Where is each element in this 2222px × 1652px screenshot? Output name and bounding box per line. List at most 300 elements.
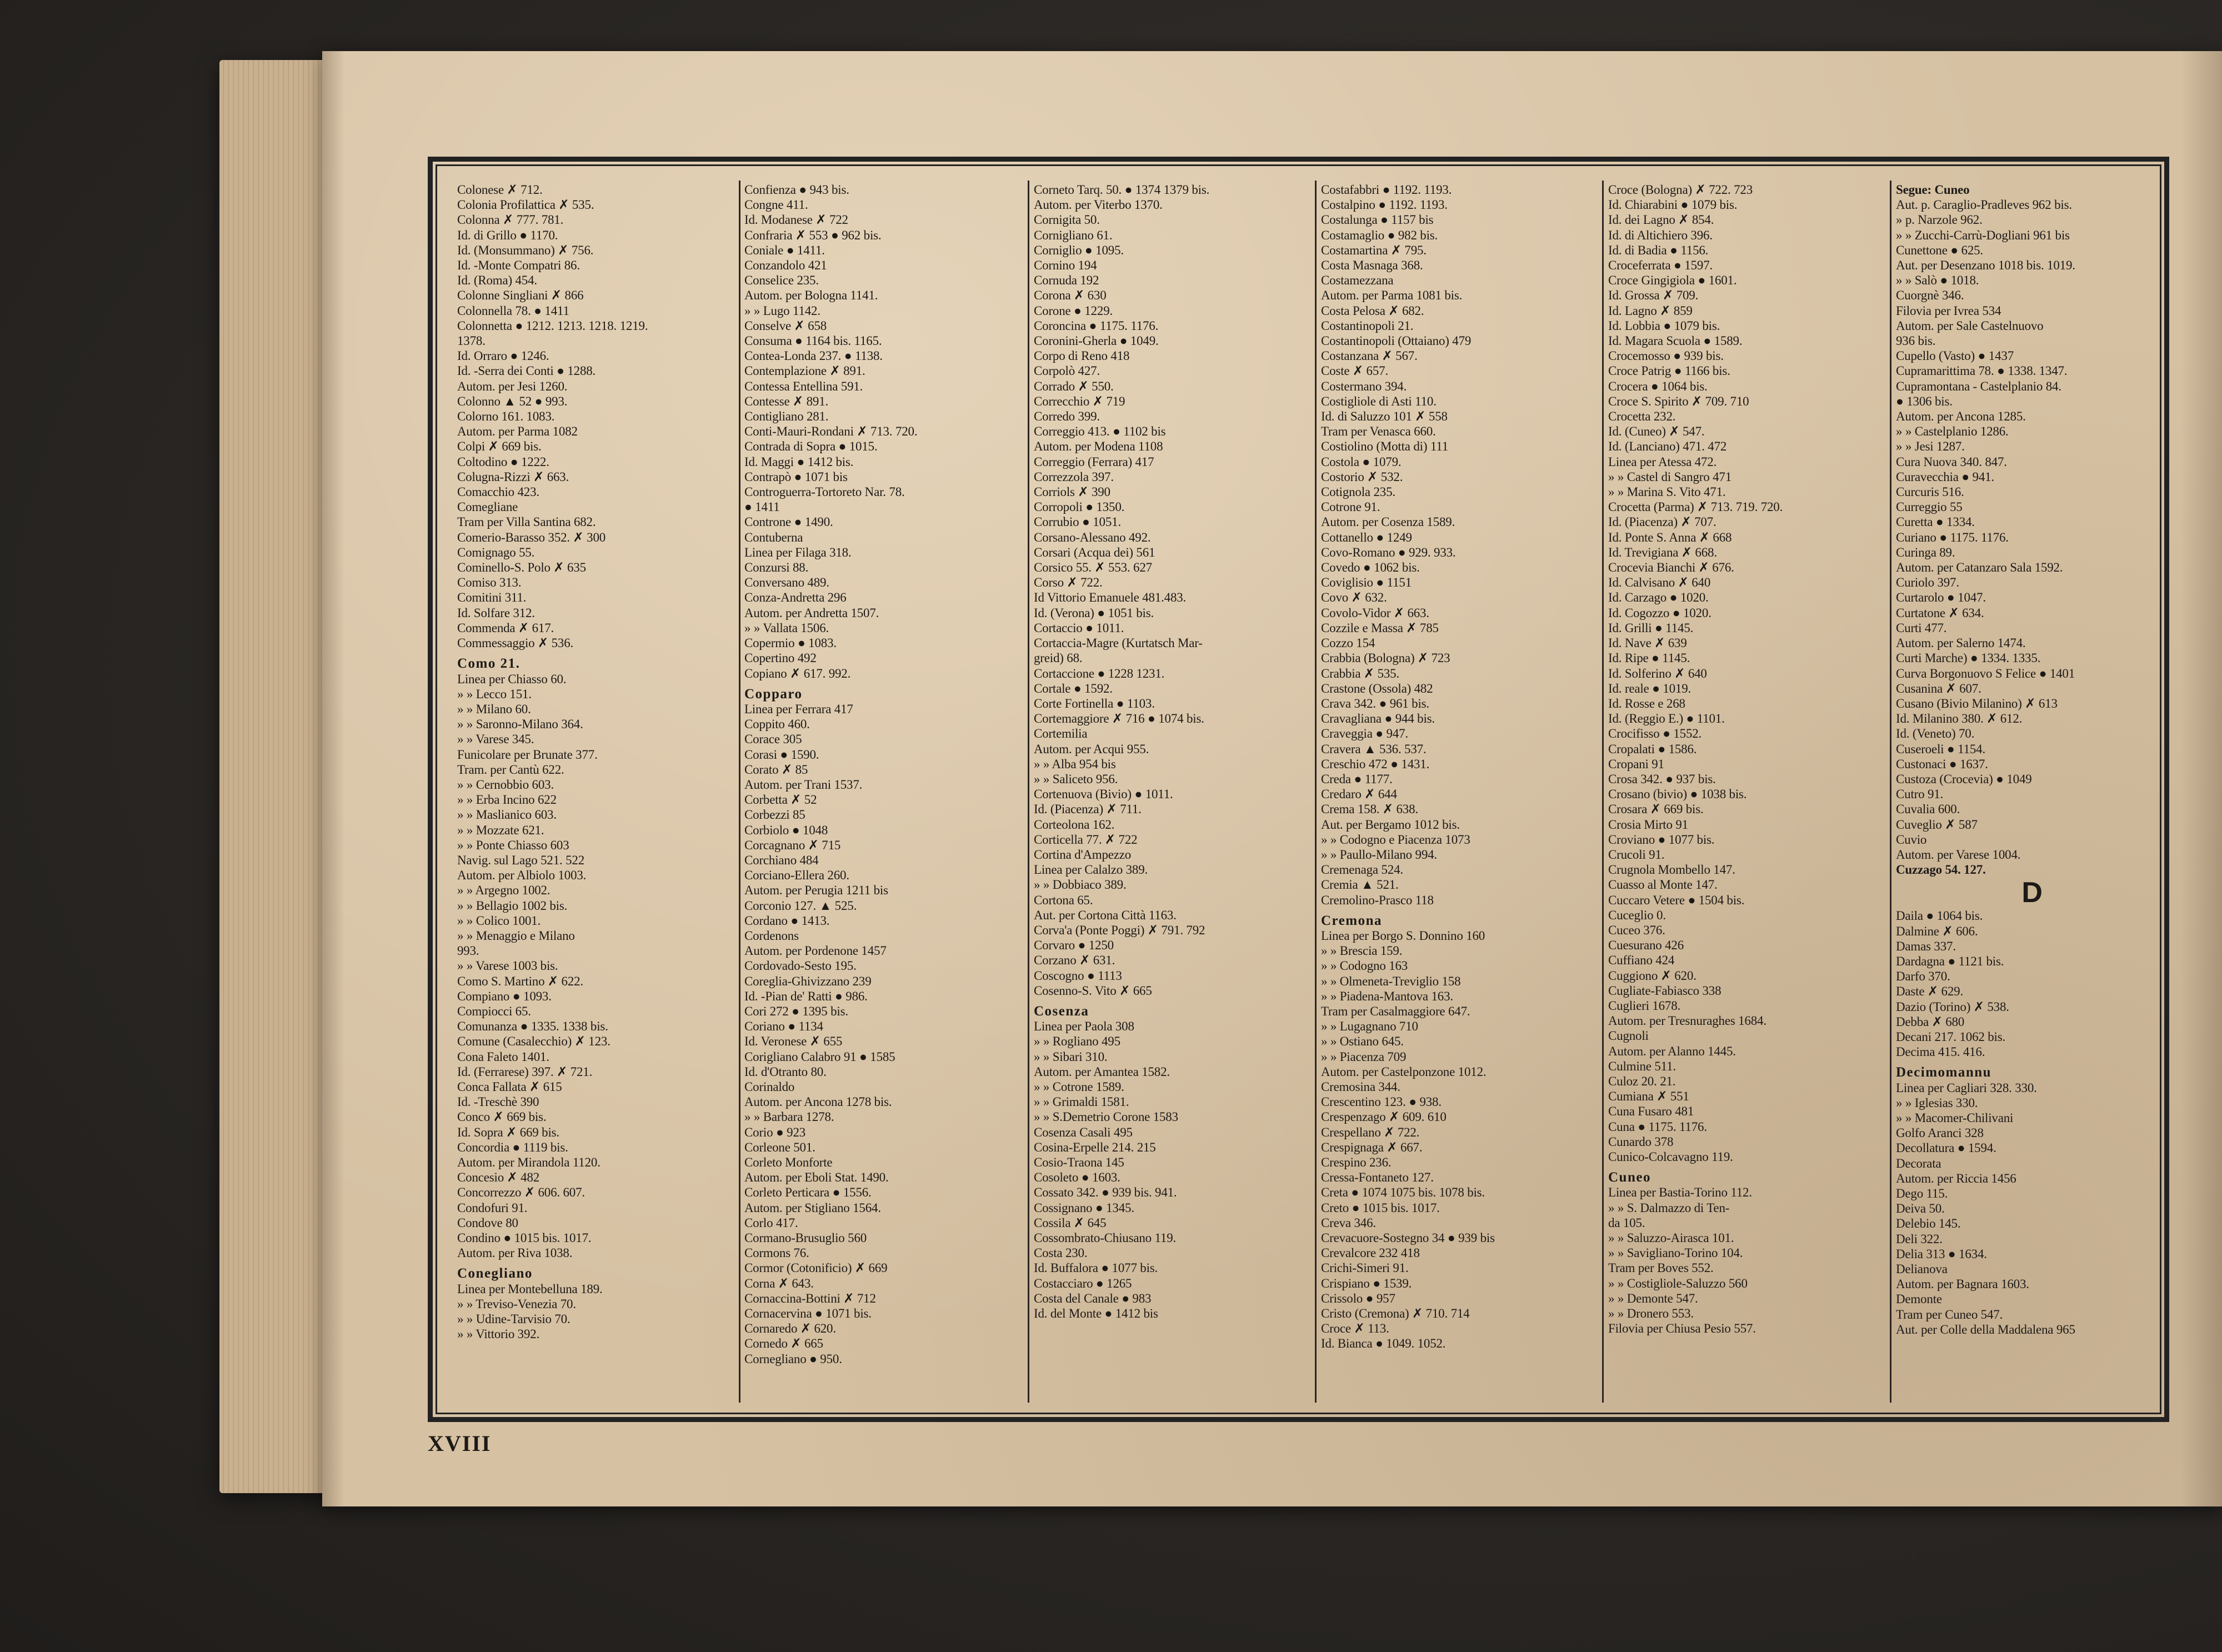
index-entry: » p. Narzole 962. xyxy=(1896,213,1983,227)
index-entry: Comiso 313. xyxy=(457,575,522,590)
index-entry: Crucoli 91. xyxy=(1608,847,1665,862)
index-entry: Cortemaggiore ✗ 716 ● 1074 bis. xyxy=(1034,712,1204,726)
index-entry: Creschio 472 ● 1431. xyxy=(1321,757,1430,771)
index-entry: Cornaccina-Bottini ✗ 712 xyxy=(744,1291,876,1305)
index-entry: Aut. per Bergamo 1012 bis. xyxy=(1321,817,1460,832)
index-entry: Cosoleto ● 1603. xyxy=(1034,1170,1120,1185)
index-entry: Colonnetta ● 1212. 1213. 1218. 1219. xyxy=(457,318,648,333)
index-entry: Cumiana ✗ 551 xyxy=(1608,1089,1689,1104)
index-entry: Autom. per Mirandola 1120. xyxy=(457,1155,600,1169)
index-entry: Conselice 235. xyxy=(744,273,819,288)
index-entry: Correcchio ✗ 719 xyxy=(1034,394,1125,408)
index-entry: Comunanza ● 1335. 1338 bis. xyxy=(457,1019,608,1034)
index-entry: » » Brescia 159. xyxy=(1321,944,1403,958)
index-entry: Cortona 65. xyxy=(1034,893,1093,907)
index-entry: Id. (Roma) 454. xyxy=(457,273,537,288)
index-entry: Creta ● 1074 1075 bis. 1078 bis. xyxy=(1321,1185,1485,1200)
index-entry: Cornino 194 xyxy=(1034,258,1097,273)
index-entry: Cominello-S. Polo ✗ 635 xyxy=(457,560,586,575)
index-entry: Cropalati ● 1586. xyxy=(1608,742,1697,756)
index-entry: Cormor (Cotonificio) ✗ 669 xyxy=(744,1261,888,1275)
index-entry: Cornaredo ✗ 620. xyxy=(744,1321,836,1336)
index-entry: Commessaggio ✗ 536. xyxy=(457,636,574,650)
index-entry: Crissolo ● 957 xyxy=(1321,1291,1395,1305)
index-entry: » » Alba 954 bis xyxy=(1034,757,1116,771)
index-entry: Coviglisio ● 1151 xyxy=(1321,575,1412,590)
index-entry: » » Iglesias 330. xyxy=(1896,1095,1978,1110)
index-entry: Cusanina ✗ 607. xyxy=(1896,681,1981,695)
index-entry: Controguerra-Tortoreto Nar. 78. xyxy=(744,485,905,499)
index-entry: » » Piadena-Mantova 163. xyxy=(1321,989,1453,1003)
index-entry: Id. del Monte ● 1412 bis xyxy=(1034,1306,1158,1321)
index-entry: Autom. per Riccia 1456 xyxy=(1896,1171,2016,1185)
index-entry: Id. Chiarabini ● 1079 bis. xyxy=(1608,198,1738,212)
index-entry: Id. d'Otranto 80. xyxy=(744,1064,827,1079)
index-entry: » » Dobbiaco 389. xyxy=(1034,878,1127,892)
index-entry: Corticella 77. ✗ 722 xyxy=(1034,832,1138,847)
index-entry: Conversano 489. xyxy=(744,575,829,590)
index-entry: Cortemilia xyxy=(1034,727,1088,741)
index-entry: Craveggia ● 947. xyxy=(1321,727,1408,741)
index-entry: da 105. xyxy=(1608,1215,1645,1230)
index-entry: Corredo 399. xyxy=(1034,409,1100,424)
index-entry: Aut. p. Caraglio-Pradleves 962 bis. xyxy=(1896,198,2072,212)
index-entry: Cortina d'Ampezzo xyxy=(1034,847,1132,862)
index-entry: Daste ✗ 629. xyxy=(1896,984,1963,999)
index-entry: » » Marina S. Vito 471. xyxy=(1608,485,1726,499)
index-entry: Autom. per Perugia 1211 bis xyxy=(744,883,888,898)
index-entry: Costafabbri ● 1192. 1193. xyxy=(1321,183,1452,197)
index-entry: Crespellano ✗ 722. xyxy=(1321,1125,1420,1139)
index-entry: Id. (Cuneo) ✗ 547. xyxy=(1608,424,1705,439)
index-entry: Id. (Monsummano) ✗ 756. xyxy=(457,243,594,257)
index-entry: Id. Calvisano ✗ 640 xyxy=(1608,575,1711,590)
index-entry: » » Argegno 1002. xyxy=(457,883,551,898)
index-entry: Linea per Atessa 472. xyxy=(1608,454,1717,469)
index-entry: Autom. per Varese 1004. xyxy=(1896,847,2021,862)
index-entry: Confraria ✗ 553 ● 962 bis. xyxy=(744,228,882,242)
index-entry: Autom. per Castelponzone 1012. xyxy=(1321,1064,1487,1079)
index-entry: Copiano ✗ 617. 992. xyxy=(744,666,851,680)
index-entry: Custonaci ● 1637. xyxy=(1896,757,1988,771)
index-entry: Corrubio ● 1051. xyxy=(1034,515,1121,529)
index-entry: Cremia ▲ 521. xyxy=(1321,878,1399,892)
index-entry: Curti 477. xyxy=(1896,620,1947,635)
index-entry: Cornacervina ● 1071 bis. xyxy=(744,1306,872,1321)
index-entry: Conzandolo 421 xyxy=(744,258,827,273)
index-entry: » » Varese 345. xyxy=(457,732,534,747)
index-entry: Colpi ✗ 669 bis. xyxy=(457,439,542,454)
index-entry: Cornigita 50. xyxy=(1034,213,1100,227)
index-entry: Crespino 236. xyxy=(1321,1155,1392,1169)
index-entry: Autom. per Salerno 1474. xyxy=(1896,636,2026,650)
index-entry: Corcagnano ✗ 715 xyxy=(744,838,841,852)
column-rule xyxy=(1890,181,1891,1403)
index-entry: Cotignola 235. xyxy=(1321,485,1395,499)
index-entry: Contrapò ● 1071 bis xyxy=(744,469,848,484)
index-entry: Corrado ✗ 550. xyxy=(1034,379,1114,393)
index-entry: Crevalcore 232 418 xyxy=(1321,1246,1420,1260)
index-entry: Delia 313 ● 1634. xyxy=(1896,1246,1987,1261)
index-entry: Deiva 50. xyxy=(1896,1202,1945,1216)
index-entry: Aut. per Colle della Maddalena 965 xyxy=(1896,1322,2075,1336)
index-entry: Id. (Lanciano) 471. 472 xyxy=(1608,439,1727,454)
index-entry: Cuceglio 0. xyxy=(1608,908,1666,922)
index-entry: Decollatura ● 1594. xyxy=(1896,1141,1996,1155)
index-entry: Compiocci 65. xyxy=(457,1004,531,1018)
index-entry: Creda ● 1177. xyxy=(1321,772,1393,786)
index-entry: Colonnella 78. ● 1411 xyxy=(457,303,569,318)
index-entry: Costorio ✗ 532. xyxy=(1321,469,1403,484)
index-entry: Corna ✗ 643. xyxy=(744,1276,814,1290)
index-entry: Linea per Calalzo 389. xyxy=(1034,863,1148,877)
index-entry: 1378. xyxy=(457,334,486,348)
index-entry: Funicolare per Brunate 377. xyxy=(457,747,598,762)
index-entry: Corciano-Ellera 260. xyxy=(744,868,849,883)
index-entry: Filovia per Ivrea 534 xyxy=(1896,303,2001,318)
index-entry: Costacciaro ● 1265 xyxy=(1034,1276,1132,1290)
index-entry: Coltodino ● 1222. xyxy=(457,454,549,469)
index-entry: Copermio ● 1083. xyxy=(744,636,837,650)
index-column-2 xyxy=(744,182,1017,1401)
index-entry: Concorrezzo ✗ 606. 607. xyxy=(457,1185,585,1200)
index-entry: Cortaccia-Magre (Kurtatsch Mar- xyxy=(1034,636,1203,650)
index-entry: Daila ● 1064 bis. xyxy=(1896,909,1983,923)
index-entry: Id. Rosse e 268 xyxy=(1608,696,1685,710)
index-entry: » » Vallata 1506. xyxy=(744,620,829,635)
index-entry: Cristo (Cremona) ✗ 710. 714 xyxy=(1321,1306,1470,1321)
index-entry: Crevacuore-Sostegno 34 ● 939 bis xyxy=(1321,1231,1495,1245)
index-entry: Id. Lagno ✗ 859 xyxy=(1608,303,1693,318)
index-entry: Costanzana ✗ 567. xyxy=(1321,349,1418,363)
index-entry: Cuvalia 600. xyxy=(1896,802,1960,817)
index-entry: Cormons 76. xyxy=(744,1246,809,1260)
index-entry: Crescentino 123. ● 938. xyxy=(1321,1095,1442,1109)
index-entry: Cozzo 154 xyxy=(1321,636,1375,650)
index-entry: Id. Nave ✗ 639 xyxy=(1608,636,1687,650)
index-entry: Id. Buffalora ● 1077 bis. xyxy=(1034,1261,1158,1275)
index-entry: Cuesurano 426 xyxy=(1608,938,1684,953)
index-entry: Costa Masnaga 368. xyxy=(1321,258,1423,273)
index-entry: Culoz 20. 21. xyxy=(1608,1074,1676,1088)
index-entry: Concordia ● 1119 bis. xyxy=(457,1140,568,1154)
index-entry: Costola ● 1079. xyxy=(1321,454,1402,469)
index-entry: Contea-Londa 237. ● 1138. xyxy=(744,349,883,363)
page-curl xyxy=(2180,51,2222,1506)
index-entry: » » Rogliano 495 xyxy=(1034,1034,1120,1049)
index-entry: Corone ● 1229. xyxy=(1034,303,1113,318)
index-entry: Cuna ● 1175. 1176. xyxy=(1608,1119,1707,1134)
index-entry: Crabbia ✗ 535. xyxy=(1321,666,1400,680)
index-entry: Cravagliana ● 944 bis. xyxy=(1321,712,1435,726)
index-entry: Curtatone ✗ 634. xyxy=(1896,605,1984,620)
index-entry: Crava 342. ● 961 bis. xyxy=(1321,696,1429,710)
index-entry: Curiano ● 1175. 1176. xyxy=(1896,530,2009,544)
index-entry: Cupramarittima 78. ● 1338. 1347. xyxy=(1896,364,2068,378)
index-entry: Cropani 91 xyxy=(1608,757,1664,771)
index-entry: Corio ● 923 xyxy=(744,1125,806,1139)
index-entry: Cortaccio ● 1011. xyxy=(1034,620,1124,635)
index-entry: Coronini-Gherla ● 1049. xyxy=(1034,334,1159,348)
index-entry: Coreglia-Ghivizzano 239 xyxy=(744,974,872,988)
index-entry: Cravera ▲ 536. 537. xyxy=(1321,742,1427,756)
index-entry: Comegliane xyxy=(457,500,518,514)
index-entry: Id Vittorio Emanuele 481.483. xyxy=(1034,590,1187,605)
index-entry: Corsico 55. ✗ 553. 627 xyxy=(1034,560,1152,575)
index-entry: Coroncina ● 1175. 1176. xyxy=(1034,318,1159,333)
index-entry: Id. (Reggio E.) ● 1101. xyxy=(1608,712,1725,726)
index-entry: Crocifisso ● 1552. xyxy=(1608,727,1702,741)
index-entry: Autom. per Tresnuraghes 1684. xyxy=(1608,1014,1766,1028)
index-entry: » » Colico 1001. xyxy=(457,913,541,928)
page-edge-stack xyxy=(219,60,336,1493)
index-entry: Cori 272 ● 1395 bis. xyxy=(744,1004,848,1018)
index-heading: Decimomannu xyxy=(1896,1065,1992,1080)
index-entry: Id. (Piacenza) ✗ 711. xyxy=(1034,802,1142,817)
index-entry: » » Castel di Sangro 471 xyxy=(1608,469,1731,484)
index-entry: » » Demonte 547. xyxy=(1608,1291,1698,1305)
index-entry: Colonne Singliani ✗ 866 xyxy=(457,288,584,303)
index-entry: 993. xyxy=(457,944,479,958)
index-entry: » » Grimaldi 1581. xyxy=(1034,1095,1129,1109)
index-entry: Costalpino ● 1192. 1193. xyxy=(1321,198,1448,212)
index-entry: Corace 305 xyxy=(744,732,802,747)
index-entry: Id. -Treschè 390 xyxy=(457,1095,539,1109)
index-entry: Id. (Verona) ● 1051 bis. xyxy=(1034,605,1154,620)
index-entry: Id. di Altichiero 396. xyxy=(1608,228,1713,242)
index-heading: Copparo xyxy=(744,686,803,702)
index-column-3 xyxy=(1034,182,1306,1401)
index-entry: Contesse ✗ 891. xyxy=(744,394,829,408)
column-rule xyxy=(1315,181,1317,1403)
index-entry: Cosenno-S. Vito ✗ 665 xyxy=(1034,983,1152,998)
column-rule xyxy=(739,181,740,1403)
index-entry: Id. Modanese ✗ 722 xyxy=(744,213,848,227)
index-entry: Condofuri 91. xyxy=(457,1200,528,1215)
index-entry: Dalmine ✗ 606. xyxy=(1896,924,1978,938)
index-entry: Cutro 91. xyxy=(1896,787,1944,802)
index-entry: » » Savigliano-Torino 104. xyxy=(1608,1246,1743,1260)
index-entry: » » Macomer-Chilivani xyxy=(1896,1110,2014,1125)
index-entry: Coste ✗ 657. xyxy=(1321,364,1389,378)
index-entry: Cordovado-Sesto 195. xyxy=(744,959,857,973)
index-entry: Corropoli ● 1350. xyxy=(1034,500,1125,514)
index-entry: Tram per Casalmaggiore 647. xyxy=(1321,1004,1470,1018)
index-entry: Contrada di Sopra ● 1015. xyxy=(744,439,878,454)
index-entry: Contuberna xyxy=(744,530,803,544)
index-entry: Id. (Veneto) 70. xyxy=(1896,727,1975,741)
index-entry: Cuggiono ✗ 620. xyxy=(1608,968,1696,983)
index-entry: Covo ✗ 632. xyxy=(1321,590,1387,605)
index-entry: Crosara ✗ 669 bis. xyxy=(1608,802,1704,817)
index-entry: Crocetta 232. xyxy=(1608,409,1676,424)
index-entry: Correzzola 397. xyxy=(1034,469,1114,484)
index-entry: Corteolona 162. xyxy=(1034,817,1115,832)
index-entry: Croce Patrig ● 1166 bis. xyxy=(1608,364,1730,378)
index-entry: Id. Maggi ● 1412 bis. xyxy=(744,454,854,469)
index-entry: Curavecchia ● 941. xyxy=(1896,469,1994,484)
index-entry: Costantinopoli 21. xyxy=(1321,318,1414,333)
index-entry: Id. di Saluzzo 101 ✗ 558 xyxy=(1321,409,1448,424)
index-entry: Aut. per Cortona Città 1163. xyxy=(1034,908,1177,922)
index-entry: Contessa Entellina 591. xyxy=(744,379,863,393)
index-entry: » » Ponte Chiasso 603 xyxy=(457,838,569,852)
index-entry: Cunettone ● 625. xyxy=(1896,243,1983,257)
index-entry: Cusano (Bivio Milanino) ✗ 613 xyxy=(1896,696,2058,710)
index-entry: Cuccaro Vetere ● 1504 bis. xyxy=(1608,893,1745,907)
index-entry: Autom. per Sale Castelnuovo xyxy=(1896,318,2044,333)
index-entry: Id. Carzago ● 1020. xyxy=(1608,590,1709,605)
index-entry: Id. Grossa ✗ 709. xyxy=(1608,288,1699,303)
index-entry: Concesio ✗ 482 xyxy=(457,1170,540,1185)
index-entry: Delianova xyxy=(1896,1262,1948,1276)
index-entry: Id. reale ● 1019. xyxy=(1608,681,1691,695)
index-entry: Corleone 501. xyxy=(744,1140,815,1154)
index-entry: » » Cotrone 1589. xyxy=(1034,1079,1124,1094)
index-column-6 xyxy=(1896,182,2168,1401)
index-entry: ● 1306 bis. xyxy=(1896,394,1953,408)
index-entry: Cossato 342. ● 939 bis. 941. xyxy=(1034,1185,1177,1200)
index-entry: » » Codogno e Piacenza 1073 xyxy=(1321,832,1470,847)
index-entry: Decani 217. 1062 bis. xyxy=(1896,1029,2006,1044)
index-entry: Corva'a (Ponte Poggi) ✗ 791. 792 xyxy=(1034,923,1205,937)
index-entry: Contemplazione ✗ 891. xyxy=(744,364,865,378)
index-entry: Autom. per Jesi 1260. xyxy=(457,379,568,393)
index-entry: Cupello (Vasto) ● 1437 xyxy=(1896,349,2014,363)
index-entry: Condove 80 xyxy=(457,1215,518,1230)
index-entry: Delebio 145. xyxy=(1896,1217,1961,1231)
index-entry: Comune (Casalecchio) ✗ 123. xyxy=(457,1034,610,1049)
index-entry: Colorno 161. 1083. xyxy=(457,409,555,424)
index-entry: Colonese ✗ 712. xyxy=(457,183,543,197)
index-entry: Crosa 342. ● 937 bis. xyxy=(1608,772,1716,786)
index-entry: Autom. per Riva 1038. xyxy=(457,1246,573,1260)
index-heading: Como 21. xyxy=(457,656,521,672)
index-entry: Costa del Canale ● 983 xyxy=(1034,1291,1152,1305)
index-entry: Colonia Profilattica ✗ 535. xyxy=(457,198,594,212)
index-entry: Golfo Aranci 328 xyxy=(1896,1126,1984,1140)
index-entry: Cugnoli xyxy=(1608,1029,1649,1043)
index-entry: Correggio (Ferrara) 417 xyxy=(1034,454,1154,469)
index-entry: » » Milano 60. xyxy=(457,702,531,716)
index-entry: Autom. per Ancona 1285. xyxy=(1896,409,2026,424)
index-entry: Congne 411. xyxy=(744,198,808,212)
index-entry: » » Lugagnano 710 xyxy=(1321,1019,1418,1034)
index-entry: » » Mozzate 621. xyxy=(457,823,544,837)
index-entry: Corsano-Alessano 492. xyxy=(1034,530,1151,544)
index-entry: Corigliano Calabro 91 ● 1585 xyxy=(744,1049,895,1064)
index-entry: Conco ✗ 669 bis. xyxy=(457,1110,547,1124)
index-entry: » » Udine-Tarvisio 70. xyxy=(457,1312,570,1326)
section-letter: D xyxy=(2021,877,2043,909)
index-entry: Aut. per Desenzano 1018 bis. 1019. xyxy=(1896,258,2075,273)
index-entry: Cosio-Traona 145 xyxy=(1034,1155,1124,1169)
index-entry: Tram per Venasca 660. xyxy=(1321,424,1436,439)
index-entry: Cressa-Fontaneto 127. xyxy=(1321,1170,1434,1185)
index-entry: Cortale ● 1592. xyxy=(1034,681,1113,695)
index-entry: Corriols ✗ 390 xyxy=(1034,485,1110,499)
index-entry: ● 1411 xyxy=(744,500,780,514)
index-entry: » » Castelplanio 1286. xyxy=(1896,424,2009,439)
index-entry: Id. Grilli ● 1145. xyxy=(1608,620,1694,635)
index-entry: greid) 68. xyxy=(1034,651,1083,665)
index-entry: Corpo di Reno 418 xyxy=(1034,349,1130,363)
index-entry: Id. (Piacenza) ✗ 707. xyxy=(1608,515,1716,529)
index-entry: Costalunga ● 1157 bis xyxy=(1321,213,1434,227)
index-entry: Tram per Boves 552. xyxy=(1608,1261,1714,1275)
index-entry: Id. Ponte S. Anna ✗ 668 xyxy=(1608,530,1732,544)
index-entry: Cossila ✗ 645 xyxy=(1034,1215,1107,1230)
index-entry: Corbezzi 85 xyxy=(744,808,805,822)
index-entry: Corzano ✗ 631. xyxy=(1034,953,1115,968)
index-entry: Curtarolo ● 1047. xyxy=(1896,590,1986,605)
index-entry: Id. -Pian de' Ratti ● 986. xyxy=(744,989,868,1003)
index-entry: Coscogno ● 1113 xyxy=(1034,968,1122,983)
index-column-1 xyxy=(457,182,729,1401)
index-entry: Copertino 492 xyxy=(744,651,817,665)
index-entry: Curinga 89. xyxy=(1896,545,1955,559)
index-entry: Crichi-Simeri 91. xyxy=(1321,1261,1409,1275)
index-entry: Autom. per Albiolo 1003. xyxy=(457,868,587,883)
index-entry: Costiolino (Motta di) 111 xyxy=(1321,439,1449,454)
index-entry: Crastone (Ossola) 482 xyxy=(1321,681,1433,695)
index-entry: Damas 337. xyxy=(1896,939,1956,953)
index-entry: Crocevia Bianchi ✗ 676. xyxy=(1608,560,1734,575)
index-entry: Corpolò 427. xyxy=(1034,364,1100,378)
index-entry: Tram per Cuneo 547. xyxy=(1896,1307,2003,1321)
index-entry: Darfo 370. xyxy=(1896,969,1950,984)
index-entry: Id. dei Lagno ✗ 854. xyxy=(1608,213,1714,227)
index-entry: » » Erba Incino 622 xyxy=(457,793,557,807)
index-entry: » » Cernobbio 603. xyxy=(457,777,554,792)
index-entry: Cuceo 376. xyxy=(1608,923,1665,937)
index-entry: Cormano-Brusuglio 560 xyxy=(744,1231,867,1245)
index-entry: Conca Fallata ✗ 615 xyxy=(457,1079,562,1094)
index-entry: Corniglio ● 1095. xyxy=(1034,243,1124,257)
index-entry: Dardagna ● 1121 bis. xyxy=(1896,954,2004,968)
index-entry: Costermano 394. xyxy=(1321,379,1407,393)
index-entry: Id. di Grillo ● 1170. xyxy=(457,228,558,242)
index-entry: Comitini 311. xyxy=(457,590,527,605)
index-entry: Corso ✗ 722. xyxy=(1034,575,1103,590)
index-entry: Conselve ✗ 658 xyxy=(744,318,827,333)
index-entry: Id. Sopra ✗ 669 bis. xyxy=(457,1125,559,1139)
index-entry: Creto ● 1015 bis. 1017. xyxy=(1321,1200,1440,1215)
index-entry: Corasi ● 1590. xyxy=(744,747,819,762)
index-entry: Credaro ✗ 644 xyxy=(1321,787,1397,802)
index-entry: Corlo 417. xyxy=(744,1215,798,1230)
index-entry: Creva 346. xyxy=(1321,1215,1376,1230)
index-entry: Curetta ● 1334. xyxy=(1896,515,1975,529)
index-entry: Costa 230. xyxy=(1034,1246,1088,1260)
index-entry: Crocemosso ● 939 bis. xyxy=(1608,349,1724,363)
index-entry: Cornedo ✗ 665 xyxy=(744,1336,823,1351)
index-entry: Autom. per Ancona 1278 bis. xyxy=(744,1095,892,1109)
index-entry: » » Treviso-Venezia 70. xyxy=(457,1296,576,1311)
index-entry: Autom. per Parma 1081 bis. xyxy=(1321,288,1463,303)
index-entry: Crabbia (Bologna) ✗ 723 xyxy=(1321,651,1450,665)
index-entry: Crugnola Mombello 147. xyxy=(1608,863,1735,877)
index-entry: » » Codogno 163 xyxy=(1321,959,1408,973)
index-entry: » » Barbara 1278. xyxy=(744,1110,834,1124)
index-entry: Cuna Fusaro 481 xyxy=(1608,1104,1694,1119)
index-entry: » » Dronero 553. xyxy=(1608,1306,1694,1321)
index-entry: Custoza (Crocevia) ● 1049 xyxy=(1896,772,2032,786)
index-entry: Autom. per Pordenone 1457 xyxy=(744,944,887,958)
index-entry: » » Saliceto 956. xyxy=(1034,772,1118,786)
index-entry: Autom. per Parma 1082 xyxy=(457,424,578,439)
index-entry: Curiolo 397. xyxy=(1896,575,1959,590)
